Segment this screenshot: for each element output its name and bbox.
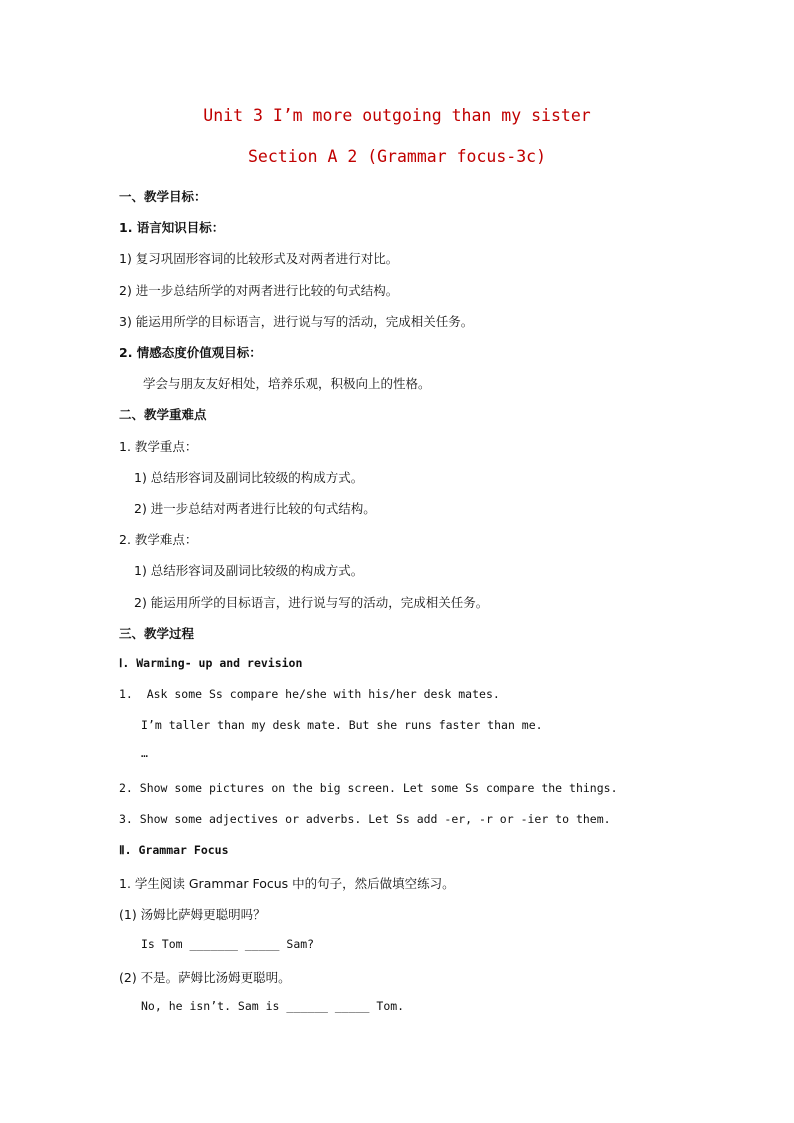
subsection-heading: 2. 情感态度价值观目标： bbox=[119, 345, 262, 360]
paragraph: 学会与朋友友好相处，培养乐观，积极向上的性格。 bbox=[143, 376, 431, 391]
list-item: 1) 总结形容词及副词比较级的构成方式。 bbox=[134, 470, 364, 485]
list-item: 1. Ask some Ss compare he/she with his/her desk mates. bbox=[119, 687, 500, 701]
fill-blank-sentence: Is Tom _______ _____ Sam? bbox=[141, 937, 315, 951]
subsection-heading: 1. 语言知识目标： bbox=[119, 220, 225, 235]
subsection-heading: 2. 教学难点： bbox=[119, 532, 198, 547]
list-item: 1) 复习巩固形容词的比较形式及对两者进行对比。 bbox=[119, 251, 399, 266]
section-heading: 三、教学过程 bbox=[119, 626, 195, 641]
subsection-heading: 1. 教学重点： bbox=[119, 439, 198, 454]
document-title: Unit 3 I’m more outgoing than my sister bbox=[203, 106, 591, 125]
ellipsis: … bbox=[141, 746, 148, 760]
subsection-heading: Ⅱ. Grammar Focus bbox=[119, 843, 229, 857]
subsection-heading: Ⅰ. Warming- up and revision bbox=[119, 656, 303, 670]
list-item: (2) 不是。萨姆比汤姆更聪明。 bbox=[119, 970, 291, 985]
list-item: 2) 进一步总结所学的对两者进行比较的句式结构。 bbox=[119, 283, 399, 298]
section-heading: 二、教学重难点 bbox=[119, 407, 207, 422]
list-item: 2. Show some pictures on the big screen. Let some Ss compare the things. bbox=[119, 781, 618, 795]
section-heading: 一、教学目标： bbox=[119, 189, 207, 204]
list-item: 3. Show some adjectives or adverbs. Let Ss add -er, -r or -ier to them. bbox=[119, 812, 611, 826]
list-item: 1. 学生阅读 Grammar Focus 中的句子，然后做填空练习。 bbox=[119, 876, 455, 891]
list-item: 3) 能运用所学的目标语言，进行说与写的活动，完成相关任务。 bbox=[119, 314, 474, 329]
list-item: (1) 汤姆比萨姆更聪明吗？ bbox=[119, 907, 266, 922]
list-item: 2) 能运用所学的目标语言，进行说与写的活动，完成相关任务。 bbox=[134, 595, 489, 610]
list-item: 2) 进一步总结对两者进行比较的句式结构。 bbox=[134, 501, 376, 516]
list-item: 1) 总结形容词及副词比较级的构成方式。 bbox=[134, 563, 364, 578]
example-sentence: I’m taller than my desk mate. But she runs faster than me. bbox=[141, 718, 543, 732]
fill-blank-sentence: No, he isn’t. Sam is ______ _____ Tom. bbox=[141, 999, 405, 1013]
document-subtitle: Section A 2 (Grammar focus-3c) bbox=[247, 147, 546, 166]
